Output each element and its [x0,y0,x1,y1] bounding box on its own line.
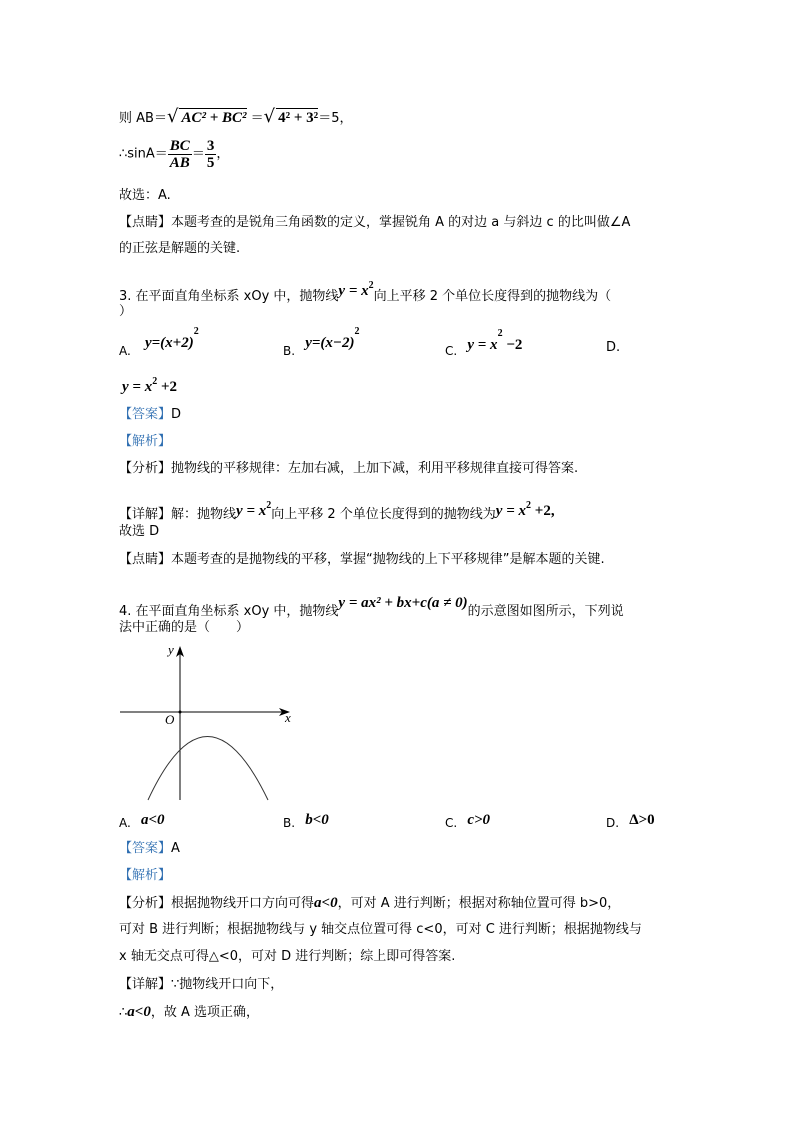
q4-option-a: A. a<0 [119,812,165,830]
q3-option-a: A. $y=(x+2)^2$ [119,326,199,358]
origin-label: O [165,712,175,727]
ab-equation: 则 AB＝√ AC² + BC² ＝√ 4² + 3²＝5， [119,106,353,127]
fraction-bc-ab: $\frac{BC}{AB}$ [169,138,190,171]
q4-option-d: D. Δ>0 [606,812,655,830]
ab-expr-1: AC² + BC² [181,110,247,126]
q3-option-b: B. $y=(x-2)^2$ [283,326,360,358]
q4-analysis-label: 【解析】 [119,868,172,883]
q4-fenxi-2: 可对 B 进行判断；根据抛物线与 y 轴交点位置可得 c<0，可对 C 进行判断；根据抛物线与 [119,922,642,937]
sin-equation: ∴sinA＝ $\frac{BC}{AB}$ ＝ $\frac{3}{5}$ ， [119,138,230,171]
q4-answer [119,840,180,858]
fraction-3-5: $\frac{3}{5}$ [206,138,215,171]
q3-option-d-label: D. [606,340,621,355]
answer-value: D [171,407,182,422]
q4-xiangjie-2: ∴a<0，故 A 选项正确， [119,1004,260,1020]
q4-option-b: B. b<0 [283,812,329,830]
sin-prefix: ∴sinA＝ [119,146,168,162]
q3-option-d-formula: $y = x^2 +2$ [122,376,178,395]
answer-label: 【答案】 [119,407,172,422]
q3-answer [119,406,181,424]
origin-point [179,711,182,714]
answer-value: A [171,841,180,856]
q3-stem-2: ） [119,304,133,319]
x-axis-label: x [285,710,291,725]
q4-xiangjie-1: 【详解】∵抛物线开口向下， [119,977,284,992]
y-axis-label: y [168,643,174,657]
formula: y = ax² + bx+c(a ≠ 0) [338,595,468,611]
sqrt-icon: √ [263,106,276,127]
q3-xiangjie: 【详解】解：抛物线$y = x^2$向上平移 2 个单位长度得到的抛物线为$y = x^2 +2$, [119,500,555,522]
q3-option-c: C. $y = x^2 -2$ [445,328,523,358]
q4-fenxi-3: x 轴无交点可得△<0，可对 D 进行判断；综上即可得答案. [119,949,456,964]
ab-expr-2: 4² + 3² [278,110,319,126]
q4-option-c: C. c>0 [445,812,491,830]
comment-label: 【点睛】 [119,215,172,230]
q3-fenxi: 【分析】抛物线的平移规律：左加右减，上加下减，利用平移规律直接可得答案. [119,461,579,476]
q4-stem-1: 4. 在平面直角坐标系 xOy 中，抛物线y = ax² + bx+c(a ≠ 0)的示意图如图所示，下列说 [119,595,624,619]
q3-analysis-label: 【解析】 [119,434,172,449]
ab-prefix: 则 AB＝ [119,111,167,126]
q4-stem-2: 法中正确的是（ ） [119,620,250,635]
parabola-graph [115,643,305,805]
formula: y = x [338,283,369,299]
q3-stem-1: 3. 在平面直角坐标系 xOy 中，抛物线$y = x^2$向上平移 2 个单位长度得到的抛物线为（ [119,280,612,304]
q3-comment: 【点睛】本题考查的是抛物线的平移，掌握“抛物线的上下平移规律”是解本题的关键. [119,552,605,567]
ab-result: ＝5， [318,111,353,126]
q2-comment-1: 【点睛】本题考查的是锐角三角函数的定义，掌握锐角 A 的对边 a 与斜边 c 的比叫做∠A [119,215,631,230]
q2-choose: 故选：A. [119,188,171,203]
q2-comment-2: 的正弦是解题的关键. [119,241,241,256]
q3-choose: 故选 D [119,524,160,539]
q4-fenxi-1: 【分析】根据抛物线开口方向可得a<0，可对 A 进行判断；根据对称轴位置可得 b>0， [119,895,621,911]
sqrt-icon: √ [166,106,179,127]
parabola-curve [148,737,268,801]
answer-label: 【答案】 [119,841,172,856]
